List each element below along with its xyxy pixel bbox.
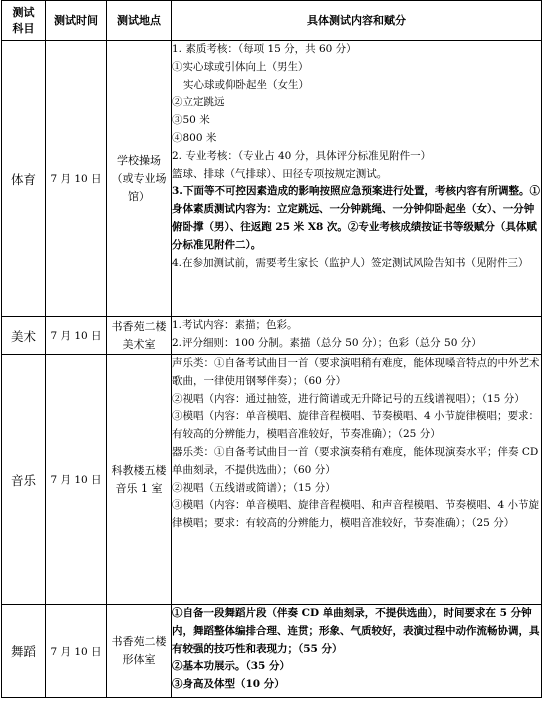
time-cell: 7 月 10 日 <box>46 317 107 355</box>
detail-line: ③身高及体型（10 分） <box>172 678 285 691</box>
row-music <box>2 355 542 605</box>
subject-cell: 美术 <box>2 317 46 355</box>
time-cell: 7 月 10 日 <box>46 355 107 605</box>
subject-cell: 音乐 <box>2 355 46 605</box>
detail-line: ③模唱（内容：单音模唱、旋律音程模唱、和声音程模唱、节奏模唱、4 小节旋律模唱；要求：有较高的分辨能力，模唱音准较好，节奏准确）；（25 分） <box>172 499 540 530</box>
header-place: 测试地点 <box>107 1 172 41</box>
detail-cell <box>172 355 542 605</box>
detail-line: ④800 米 <box>172 131 217 144</box>
detail-cell <box>172 605 542 698</box>
detail-line: 1.考试内容：素描；色彩。 <box>172 319 298 331</box>
detail-line: 4.在参加测试前，需要考生家长（监护人）签定测试风险告知书（见附件三） <box>172 256 529 269</box>
detail-line: 器乐类：①自备考试曲目一首（要求演奏稍有难度，能体现演奏水平；伴奏 CD 单曲刻录，不提供选曲）；（60 分） <box>172 445 539 476</box>
row-pe <box>2 41 542 317</box>
detail-line: 2.评分细则：100 分制。素描（总分 50 分）；色彩（总分 50 分） <box>172 336 482 349</box>
subject-cell: 体育 <box>2 41 46 317</box>
header-time: 测试时间 <box>46 1 107 41</box>
detail-cell <box>172 317 542 355</box>
place-cell: 书香苑二楼形体室 <box>107 605 172 698</box>
time-cell: 7 月 10 日 <box>46 41 107 317</box>
header-subject-line2: 科目 <box>12 21 35 35</box>
header-detail: 具体测试内容和赋分 <box>172 1 542 41</box>
detail-line: ②基本功展示。（35 分） <box>172 660 291 673</box>
header-subject-line1: 测试 <box>12 5 35 19</box>
detail-line: ③模唱（内容：单音模唱、旋律音程模唱、节奏模唱、4 小节旋律模唱；要求：有较高的分辨能力，模唱音准较好，节奏准确）；（25 分） <box>172 410 540 441</box>
row-art <box>2 317 542 355</box>
detail-line: 1. 素质考核：（每项 15 分，共 60 分） <box>172 43 357 55</box>
place-cell: 书香苑二楼美术室 <box>107 317 172 355</box>
detail-line-emphasis: 3.下面等不可控因素造成的影响按照应急预案进行处置，考核内容有所调整。①身体素质测试内容为：立定跳远、一分钟跳绳、一分钟仰卧起坐（女）、一分钟俯卧撑（男）、往返跑 25 米 X8 次。②专业考核成绩按证书等级赋分（具体赋分标准见附件二）。 <box>172 185 540 251</box>
detail-cell <box>172 41 542 317</box>
detail-line: ③50 米 <box>172 114 210 127</box>
detail-line: ②视唱（五线谱或简谱）；（15 分） <box>172 481 336 494</box>
detail-line: ②立定跳远 <box>172 96 225 109</box>
detail-line: 篮球、排球（气排球）、田径专项按规定测试。 <box>172 167 388 180</box>
row-dance <box>2 605 542 698</box>
place-cell: 科教楼五楼音乐 1 室 <box>107 355 172 605</box>
exam-table <box>1 0 542 698</box>
subject-cell: 舞蹈 <box>2 605 46 698</box>
detail-line: ①自备一段舞蹈片段（伴奏 CD 单曲刻录，不提供选曲），时间要求在 5 分钟内，舞蹈整体编排合理、连贯；形象、气质较好，表演过程中动作流畅协调，具有较强的技巧性和表现力；（55 分） <box>172 607 540 655</box>
header-row <box>2 1 542 41</box>
detail-line: 实心球或仰卧起坐（女生） <box>183 78 309 91</box>
detail-line: 2. 专业考核：（专业占 40 分，具体评分标准见附件一） <box>172 149 432 162</box>
detail-line: ①实心球或引体向上（男生） <box>172 60 309 73</box>
detail-line: 声乐类：①自备考试曲目一首（要求演唱稍有难度，能体现嗓音特点的中外艺术歌曲，一律使用钢琴伴奏）；（60 分） <box>172 357 540 387</box>
detail-line: ②视唱（内容：通过抽签，进行简谱或无升降记号的五线谱视唱）；（15 分） <box>172 392 525 405</box>
place-cell: 学校操场（或专业场馆） <box>107 41 172 317</box>
header-subject <box>2 1 46 41</box>
time-cell: 7 月 10 日 <box>46 605 107 698</box>
